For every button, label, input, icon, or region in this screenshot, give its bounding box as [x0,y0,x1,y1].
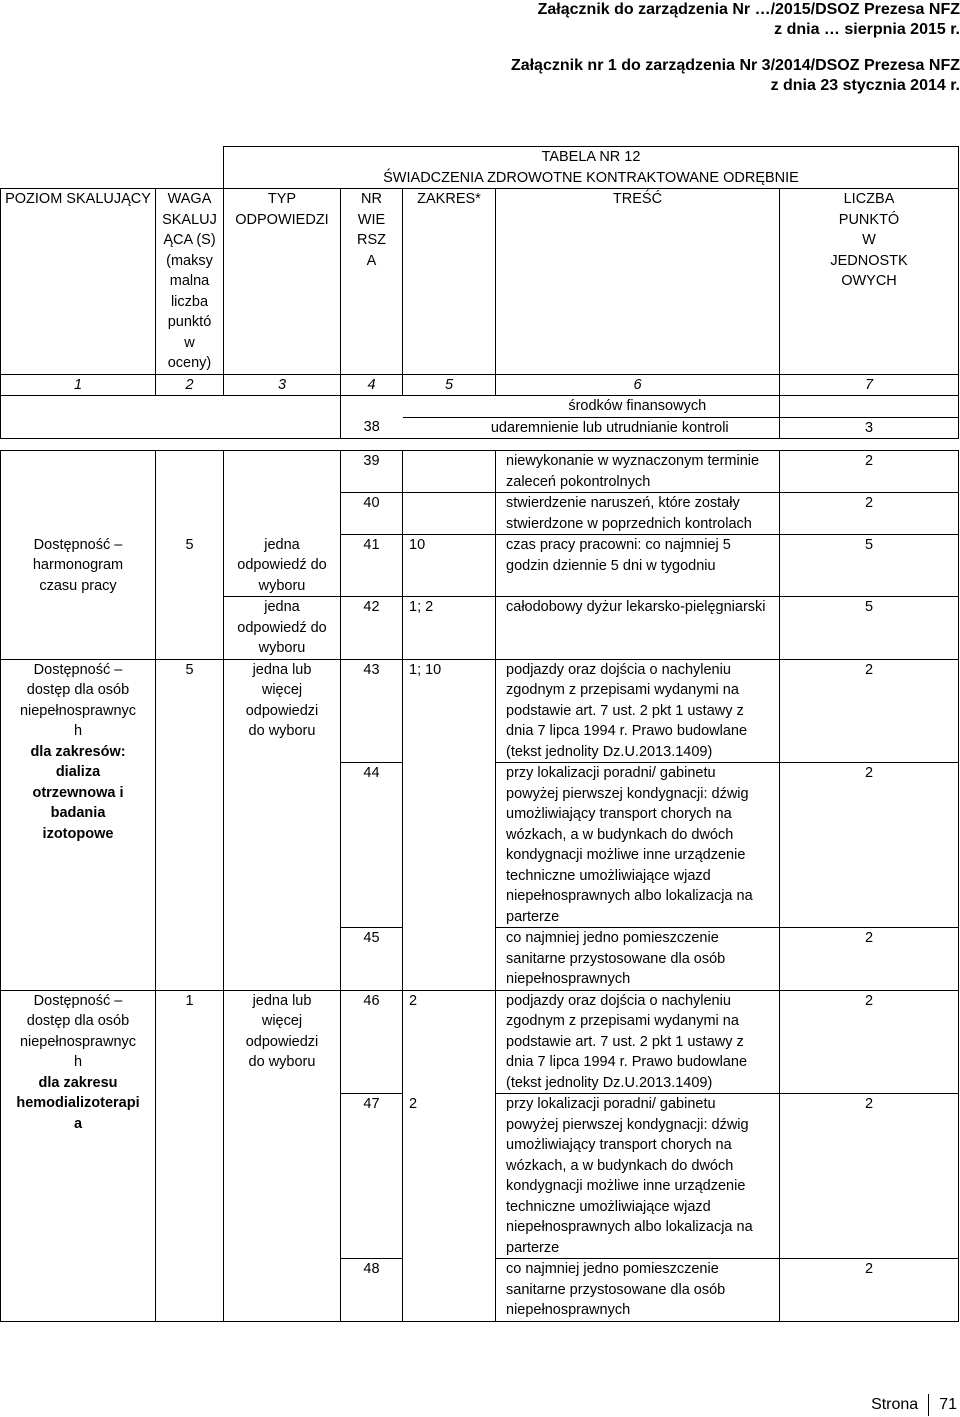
group-typ [224,597,341,660]
row-nr: 38 [341,417,403,439]
text-line: wyboru [258,577,306,594]
col-number: 2 [156,374,224,396]
text-line: dostęp dla osób [26,682,130,698]
text-line: podjazdy oraz dojścia o nachyleniu [506,992,731,1009]
text-line: otrzewnowa i [32,784,124,801]
text-line: niepełnosprawnych [506,1302,631,1318]
text-line: SKALUJ [162,211,217,228]
text-line: a [73,1115,83,1132]
group-waga: 5 [156,535,224,660]
table-row [1,659,959,763]
col-poziom-header: POZIOM SKALUJĄCY [1,189,156,375]
table-title-line-2: ŚWIADCZENIA ZDROWOTNE KONTRAKTOWANE ODRĘBNIE [383,169,799,186]
row-tresc [496,990,780,1094]
text-line: odpowiedź do [237,557,327,573]
text-line: PUNKTÓ [838,211,900,228]
text-line: parterze [506,908,560,925]
row-nr: 41 [341,535,403,597]
col-zakres-header: ZAKRES* [403,189,496,375]
text-line: malna [169,273,210,289]
text-line: wyboru [258,640,306,656]
text-line: hemodializoterapi [16,1095,140,1111]
col-liczba-header [780,189,959,375]
row-nr: 44 [341,763,403,928]
column-number-row [1,374,959,396]
row-points: 5 [780,535,959,597]
text-line: dializa [55,764,101,780]
col-tresc-header: TREŚĆ [496,189,780,375]
text-line: do wyboru [248,1054,316,1070]
text-line: dostęp dla osób [26,1013,130,1029]
annex-line-1: Załącznik do zarządzenia Nr …/2015/DSOZ Prezesa NFZ [537,1,960,18]
table-row [1,396,959,418]
text-line: zgodnym z przepisami wydanymi na [506,682,739,698]
group-poziom [1,990,156,1321]
text-line: niepełnosprawnych [506,971,631,987]
col-number: 7 [780,374,959,396]
row-zakres: 2 [403,1094,496,1259]
text-line: badania [50,805,106,821]
annex-header-1 [2,0,960,40]
row-points: 2 [780,763,959,928]
text-line: powyżej pierwszej kondygnacji: dźwig [506,1116,749,1133]
text-line: (maksy [166,252,213,269]
text-line: izotopowe [42,825,114,842]
text-line: jedna lub [252,661,312,678]
text-line: WIE [357,211,386,228]
text-line: powyżej pierwszej kondygnacji: dźwig [506,785,749,802]
text-line: wózkach, a w budynkach do dwóch [506,1157,734,1174]
text-line: umożliwiający transport chorych na [506,1137,732,1153]
row-nr: 46 [341,990,403,1094]
text-line: przy lokalizacji poradni/ gabinetu [506,1096,716,1112]
col-typ-header [224,189,341,375]
row-zakres: 1; 10 [403,659,496,990]
table-row [1,990,959,1094]
annex-header-2 [2,56,960,96]
text-line: TYP [267,191,297,207]
text-line: niepełnosprawnych albo lokalizacja na [506,888,753,904]
row-points: 2 [780,1259,959,1322]
text-line: (tekst jednolity Dz.U.2013.1409) [506,1074,713,1091]
text-line: jedna lub [252,992,312,1009]
text-line: W [862,232,876,248]
row-nr: 48 [341,1259,403,1322]
text-line: OWYCH [841,273,897,289]
text-line: podstawie art. 7 ust. 2 pkt 1 ustawy z [506,702,744,719]
row-tresc [496,493,780,535]
text-line: harmonogram [32,557,124,573]
group-poziom [1,535,156,660]
text-line: stwierdzenie naruszeń, które zostały [506,495,740,511]
table-title-line-1: TABELA NR 12 [541,149,641,165]
group-typ [224,535,341,597]
text-line: zgodnym z przepisami wydanymi na [506,1013,739,1029]
text-line: parterze [506,1239,560,1256]
row-points: 2 [780,1094,959,1259]
group-waga: 5 [156,659,224,990]
row-tresc [496,928,780,991]
row-nr: 40 [341,493,403,535]
text-line: techniczne umożliwiające wjazd [506,1198,711,1215]
row-zakres: 10 [403,535,496,597]
text-line: (tekst jednolity Dz.U.2013.1409) [506,743,713,760]
annex-line-4: z dnia 23 stycznia 2014 r. [770,77,960,94]
group-poziom [1,659,156,990]
text-line: odpowiedzi [245,702,319,719]
row-zakres: 2 [403,990,496,1094]
group-typ [224,659,341,990]
page-label: Strona [871,1396,919,1414]
text-line: sanitarne przystosowane dla osób [506,950,726,967]
text-line: punktó [167,314,212,330]
annex-line-3: Załącznik nr 1 do zarządzenia Nr 3/2014/DSOZ Prezesa NFZ [510,57,960,74]
row-tresc [496,659,780,763]
annex-line-2: z dnia … sierpnia 2015 r. [774,21,960,38]
text-line: niewykonanie w wyznaczonym terminie [506,453,760,469]
text-line: JEDNOSTK [830,252,908,269]
col-nr-header [341,189,403,375]
text-line: h [73,1054,83,1070]
text-line: podstawie art. 7 ust. 2 pkt 1 ustawy z [506,1033,744,1050]
row-nr: 39 [341,451,403,493]
col-number: 4 [341,374,403,396]
text-line: Dostępność – [33,992,123,1009]
row-points: 2 [780,928,959,991]
text-line: WAGA [167,191,212,207]
page-footer [871,1394,957,1416]
text-line: jedna [264,599,300,615]
group-waga: 1 [156,990,224,1321]
row-points: 5 [780,597,959,660]
row-points: 2 [780,493,959,535]
text-line: ĄCA (S) [163,232,216,248]
text-line: dnia 7 lipca 1994 r. Prawo budowlane [506,723,748,739]
table-row [1,417,959,439]
text-line: LICZBA [843,191,895,207]
srodkow-text: środków finansowych [496,396,780,418]
row-nr: 47 [341,1094,403,1259]
text-line: niepełnosprawnyc [19,1033,137,1050]
row-points: 3 [780,417,959,439]
text-line: podjazdy oraz dojścia o nachyleniu [506,661,731,678]
text-line: w [184,334,195,351]
text-line: oceny) [167,355,212,371]
row-tresc: udaremnienie lub utrudnianie kontroli [403,417,780,439]
text-line: czas pracy pracowni: co najmniej 5 [506,537,731,553]
text-line: RSZ [357,232,386,248]
col-number: 1 [1,374,156,396]
row-nr: 45 [341,928,403,991]
text-line: zaleceń pokontrolnych [506,473,651,490]
group-typ [224,990,341,1321]
text-line: techniczne umożliwiające wjazd [506,867,711,884]
text-line: odpowiedź do [237,619,327,636]
text-line: więcej [261,682,303,698]
text-line: niepełnosprawnyc [19,702,137,719]
text-line: NR [361,191,382,207]
text-line: dnia 7 lipca 1994 r. Prawo budowlane [506,1054,748,1070]
text-line: sanitarne przystosowane dla osób [506,1281,726,1298]
text-line: umożliwiający transport chorych na [506,806,732,822]
column-header-row [1,189,959,375]
table-row [1,451,959,493]
table-title [224,147,959,189]
row-nr: 43 [341,659,403,763]
col-waga-header [156,189,224,375]
text-line: co najmniej jedno pomieszczenie [506,1261,719,1277]
text-line: czasu pracy [39,577,117,594]
text-line: kondygnacji możliwe inne urządzenie [506,1178,746,1194]
text-line: co najmniej jedno pomieszczenie [506,930,719,946]
text-line: do wyboru [248,723,316,739]
text-line: przy lokalizacji poradni/ gabinetu [506,765,716,781]
col-number: 3 [224,374,341,396]
col-number: 6 [496,374,780,396]
row-tresc [496,451,780,493]
page-number: 71 [939,1396,957,1414]
text-line: ODPOWIEDZI [235,211,329,228]
row-zakres: 1; 2 [403,597,496,660]
row-tresc [496,763,780,928]
text-line: wózkach, a w budynkach do dwóch [506,826,734,843]
text-line: stwierdzone w poprzednich kontrolach [506,515,752,532]
row-tresc [496,597,780,660]
row-tresc [496,1259,780,1322]
text-line: niepełnosprawnych albo lokalizacja na [506,1219,753,1235]
text-line: Dostępność – [33,661,123,678]
row-tresc [496,1094,780,1259]
text-line: Dostępność – [33,536,123,553]
points-table [0,146,959,1322]
text-line: h [73,723,83,739]
table-row [1,535,959,597]
row-points: 2 [780,659,959,763]
text-line: A [366,252,377,269]
text-line: więcej [261,1013,303,1029]
text-line: jedna [264,536,300,553]
text-line: godzin dziennie 5 dni w tygodniu [506,557,716,574]
row-points: 2 [780,990,959,1094]
text-line: dla zakresu [38,1074,118,1091]
row-tresc [496,535,780,597]
text-line: całodobowy dyżur lekarsko-pielęgniarski [506,599,766,615]
text-line: liczba [170,293,209,310]
row-nr: 42 [341,597,403,660]
col-number: 5 [403,374,496,396]
text-line: kondygnacji możliwe inne urządzenie [506,847,746,863]
text-line: odpowiedzi [245,1033,319,1050]
row-points: 2 [780,451,959,493]
text-line: dla zakresów: [30,743,126,760]
